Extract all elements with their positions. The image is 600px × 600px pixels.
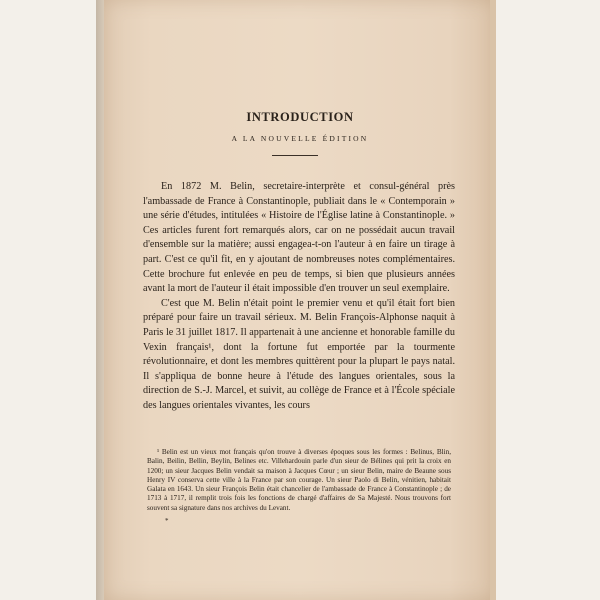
title-rule [272,155,318,156]
paragraph-2: C'est que M. Belin n'était point le premier venu et qu'il était fort bien préparé pour faire un travail sérieux. M. Belin François-Alphonse naquit à Paris le 31 juillet 1817. Il appartenait à une ancienne et honorable famille du Vexin français¹, dont la fortune fut emportée par la tourmente révolutionnaire, et dont les membres quittèrent pour la plupart le pays natal. Il s'appliqua de bonne heure à l'étude des langues orientales, sous la direction de S.-J. Marcel, et suivit, au collège de France et à l'École spéciale des langues orientales vivantes, les cours [143,297,455,411]
page-title: INTRODUCTION [246,110,354,124]
page-edge [490,0,496,600]
paragraph-1: En 1872 M. Belin, secretaire-interprète et consul-général près l'ambassade de France à Constantinople, publiait dans le « Contemporain » une série d'études, intitulées « Histoire de l'Église latine à Constantinople. » Ces articles furent fort remarqués alors, car on ne possédait aucun travail d'ensemble sur la matière; aussi engagea-t-on l'auteur à en faire un tirage à part. C'est ce qu'il fit, en y ajoutant de nombreuses notes complémentaires. Cette brochure fut enlevée en peu de temps, si bien que plusieurs années avant la mort de l'auteur il était impossible d'en trouver un seul exemplaire. [143,181,455,295]
footnotes [147,448,451,525]
footnote-end-mark: * [165,517,169,526]
body-text [143,180,455,414]
footnote-1: ¹ Belin est un vieux mot français qu'on trouve à diverses époques sous les formes : Belinus, Blin, Balin, Beilin, Bellin, Beylin, Belines etc. Villehardouin parle d'un sieur de Bélines qui prit la croix en 1200; un sieur Jacques Belin vendait sa maison à Jacques Cœur ; un sieur Belin, maire de Beaune sous Henry IV conserva cette ville à la France par son courage. Un sieur Paolo di Belin, vénitien, habitait Galata en 1643. Un sieur François Belin était chancelier de l'ambassade de France à Constantinople ; de 1713 à 1717, il remplit trois fois les fonctions de chargé d'affaires de Sa Majesté. Nous trouvons fort souvent sa signature dans nos archives du Levant. [147,448,451,512]
page-subtitle: A LA NOUVELLE ÉDITION [231,134,369,143]
